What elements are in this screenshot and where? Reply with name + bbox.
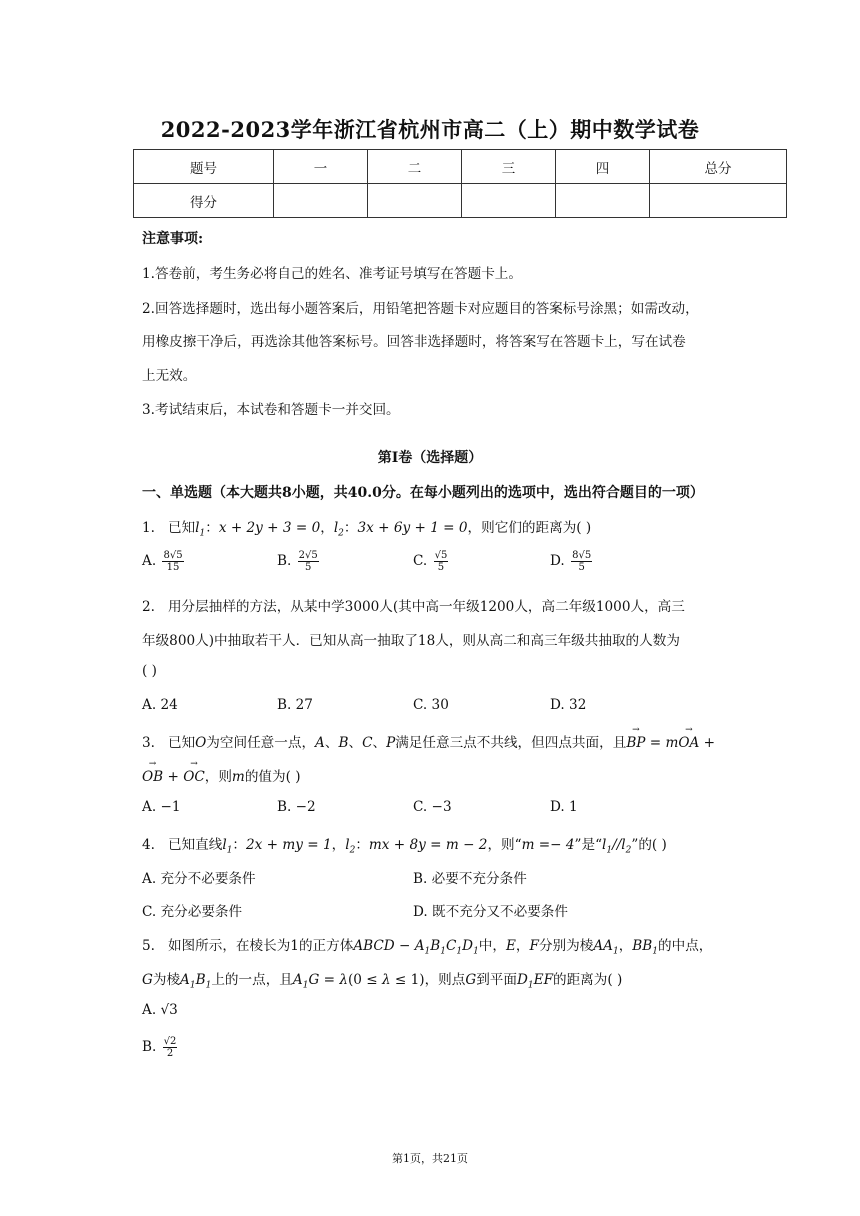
option-label: B. [277,553,292,569]
option-d: D. 既不充分又不必要条件 [413,904,568,920]
option-a: A. 24 [142,697,178,713]
question-number: 2. [142,599,155,615]
option-a: A. 充分不必要条件 [142,871,256,887]
question-text: 的距离为( ) [553,972,623,988]
score-row-label: 得分 [134,184,274,218]
option-a: A. √3 [142,1002,178,1018]
option-b [277,550,321,573]
option-c: C. −3 [413,799,452,815]
section-heading: 一、单选题（本大题共8小题，共40.0分。在每小题列出的选项中，选出符合题目的一项） [142,485,704,501]
option-c: C. 充分必要条件 [142,904,243,920]
score-cell [462,184,556,218]
notice-item: 3.考试结束后，本试卷和答题卡一并交回。 [142,402,400,418]
question-text-continued: G为棱$A_1B_1$上的一点，且$A_1G = \lambda(0 \le \lambda \le 1)$，则点G到平面$D_1EF$的距离为( ) [142,972,623,991]
score-header-cell: 二 [368,150,462,184]
notice-item: 用橡皮擦干净后，再选涂其他答案标号。回答非选择题时，将答案写在答题卡上，写在试卷 [142,334,686,350]
fraction: $\frac{√5}{5}$ [434,550,448,573]
question-number: 3. [142,735,155,751]
option-label: A. [142,553,157,569]
option-d: D. 32 [550,697,587,713]
page-title: 2022-2023学年浙江省杭州市高二（上）期中数学试卷 [160,117,700,142]
question-4: 4. 已知直线$l_1$：2x + my = 1，$l_2$：mx + 8y = m − 2，则“m =− 4”是“$l_1//l_2$”的( ) [142,837,667,856]
score-header-cell: 一 [274,150,368,184]
question-2 [142,595,685,615]
question-text: ( ) [142,663,157,679]
question-text: 已知 [167,735,196,751]
question-5: 5. 如图所示，在棱长为1的正方体ABCD − $A_1B_1C_1D_1$中，E，F分别为棱$AA_1$，$BB_1$的中点， [142,938,713,957]
option-c [413,550,450,573]
fraction: $\frac{8√5}{15}$ [163,550,183,573]
option-d: D. 1 [550,799,578,815]
score-header-cell: 题号 [134,150,274,184]
option-b: B. 必要不充分条件 [413,871,527,887]
option-label: D. [550,553,565,569]
score-header-cell: 三 [462,150,556,184]
question-number: 1. [142,520,155,536]
question-text: ，则“ [487,837,522,853]
math-expression: $l_1$：x + 2y + 3 = 0，$l_2$：3x + 6y + 1 = 0 [195,520,468,539]
score-table-score-row [134,184,787,218]
option-label: B. [142,1039,157,1055]
score-cell [368,184,462,218]
question-text: 为空间任意一点， [206,735,316,751]
question-text-continued: → OB + → OC，则m的值为( ) [142,765,301,785]
question-text: 的值为( ) [244,769,301,785]
question-text: 分别为棱 [538,938,594,954]
math-expression: $l_1$：2x + my = 1，$l_2$：mx + 8y = m − 2 [222,837,488,856]
math-expression: → OB + → OC [142,769,205,785]
notice-item: 上无效。 [142,368,197,384]
question-text: 年级800人)中抽取若干人．已知从高一抽取了18人，则从高二和高三年级共抽取的人数为 [142,633,680,649]
option-a: A. −1 [142,799,181,815]
notice-item: 1.答卷前，考生务必将自己的姓名、准考证号填写在答题卡上。 [142,266,522,282]
question-text: ，则点 [424,972,466,988]
page-footer: 第1页，共21页 [392,1152,468,1165]
math-expression: $A_1G = \lambda(0 \le \lambda \le 1)$ [292,972,425,991]
part-title: 第I卷（选择题） [377,450,483,466]
option-label: A. [142,1002,157,1018]
score-cell [274,184,368,218]
option-label: C. [413,553,428,569]
score-cell [556,184,650,218]
score-table-header-row [134,150,787,184]
option-b [142,1036,179,1059]
question-text: 到平面 [476,972,517,988]
question-1 [142,516,591,539]
notice-heading: 注意事项: [142,231,204,247]
score-cell [650,184,787,218]
question-text: 用分层抽样的方法，从某中学3000人(其中高一年级1200人，高二年级1000人，高三 [167,599,685,615]
fraction: $\frac{8√5}{5}$ [572,550,592,573]
score-table [133,149,787,218]
question-text: 如图所示，在棱长为1的正方体 [167,938,354,954]
score-header-cell: 总分 [650,150,787,184]
question-text: 上的一点，且 [211,972,293,988]
option-b: B. 27 [277,697,313,713]
question-text: 为棱 [152,972,181,988]
question-number: 4. [142,837,155,853]
notice-item: 2.回答选择题时，选出每小题答案后，用铅笔把答题卡对应题目的答案标号涂黑；如需改动， [142,301,699,317]
option-a [142,550,186,573]
question-text: 满足任意三点不共线，但四点共面，且 [395,735,627,751]
question-text: 中， [478,938,506,954]
question-text: ，则 [204,769,232,785]
score-header-cell: 四 [556,150,650,184]
option-b: B. −2 [277,799,316,815]
option-d [550,550,594,573]
question-number: 5. [142,938,155,954]
question-3: 3. 已知O为空间任意一点，A、B、C、P满足任意三点不共线，但四点共面，且→ BP = m→ OA + [142,731,715,751]
fraction: $\frac{√2}{2}$ [163,1036,177,1059]
question-text: ，则它们的距离为( ) [467,520,592,536]
fraction: $\frac{2√5}{5}$ [298,550,318,573]
option-c: C. 30 [413,697,449,713]
question-text: 已知直线 [167,837,223,853]
question-text: ”是“ [574,837,603,853]
question-text: 已知 [167,520,196,536]
math-expression: → BP = m→ OA + [626,735,715,751]
question-text: 的中点， [658,938,713,954]
question-text: ”的( ) [631,837,667,853]
